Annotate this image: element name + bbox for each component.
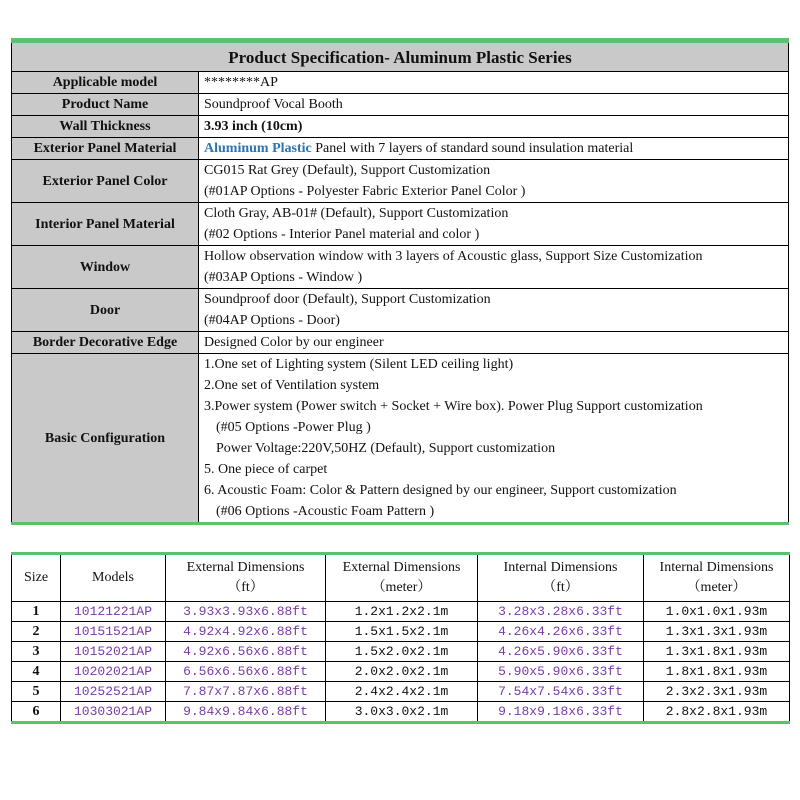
- ext-ft-cell: 4.92x6.56x6.88ft: [166, 642, 326, 662]
- int-m-cell: 2.8x2.8x1.93m: [644, 702, 790, 723]
- ext-m-cell: 2.4x2.4x2.1m: [326, 682, 478, 702]
- table-row: [12, 602, 790, 622]
- ext-m-cell: 1.5x1.5x2.1m: [326, 622, 478, 642]
- model-cell: 10121221AP: [61, 602, 166, 622]
- header-external-ft: External Dimensions （ft）: [166, 554, 326, 602]
- spec-value-interior-panel-material: Cloth Gray, AB-01# (Default), Support Customization (#02 Options - Interior Panel material and color ): [199, 203, 789, 246]
- ext-ft-cell: 7.87x7.87x6.88ft: [166, 682, 326, 702]
- table-row: [12, 622, 790, 642]
- ext-m-cell: 1.5x2.0x2.1m: [326, 642, 478, 662]
- material-highlight: Aluminum Plastic: [204, 141, 312, 156]
- int-ft-cell: 9.18x9.18x6.33ft: [478, 702, 644, 723]
- spec-value-border-edge: Designed Color by our engineer: [199, 332, 789, 354]
- size-cell: 4: [12, 662, 61, 682]
- header-size: Size: [12, 554, 61, 602]
- int-m-cell: 2.3x2.3x1.93m: [644, 682, 790, 702]
- int-ft-cell: 3.28x3.28x6.33ft: [478, 602, 644, 622]
- int-ft-cell: 4.26x4.26x6.33ft: [478, 622, 644, 642]
- header-internal-ft: Internal Dimensions （ft）: [478, 554, 644, 602]
- size-cell: 3: [12, 642, 61, 662]
- int-m-cell: 1.8x1.8x1.93m: [644, 662, 790, 682]
- spec-label-exterior-panel-color: Exterior Panel Color: [12, 160, 199, 203]
- spec-label-wall-thickness: Wall Thickness: [12, 116, 199, 138]
- spec-label-window: Window: [12, 246, 199, 289]
- spec-label-applicable-model: Applicable model: [12, 72, 199, 94]
- size-cell: 2: [12, 622, 61, 642]
- size-cell: 1: [12, 602, 61, 622]
- spec-title: Product Specification- Aluminum Plastic Series: [12, 41, 789, 72]
- spec-value-basic-configuration: 1.One set of Lighting system (Silent LED ceiling light) 2.One set of Ventilation system 3.Power system (Power switch + Socket + Wire box). Power Plug Support customization (#05 Options -Power Plug ) Power Voltage:220V,50HZ (Default), Support customization 5. One piece of carpet 6. Acoustic Foam: Color & Pattern designed by our engineer, Support customization (#06 Options -Acoustic Foam Pattern ): [199, 354, 789, 524]
- table-row: [12, 642, 790, 662]
- ext-ft-cell: 4.92x4.92x6.88ft: [166, 622, 326, 642]
- int-m-cell: 1.3x1.8x1.93m: [644, 642, 790, 662]
- int-m-cell: 1.3x1.3x1.93m: [644, 622, 790, 642]
- ext-ft-cell: 6.56x6.56x6.88ft: [166, 662, 326, 682]
- ext-m-cell: 1.2x1.2x2.1m: [326, 602, 478, 622]
- ext-m-cell: 3.0x3.0x2.1m: [326, 702, 478, 723]
- spec-label-product-name: Product Name: [12, 94, 199, 116]
- int-ft-cell: 4.26x5.90x6.33ft: [478, 642, 644, 662]
- spec-label-door: Door: [12, 289, 199, 332]
- ext-ft-cell: 3.93x3.93x6.88ft: [166, 602, 326, 622]
- int-m-cell: 1.0x1.0x1.93m: [644, 602, 790, 622]
- header-internal-meter: Internal Dimensions （meter）: [644, 554, 790, 602]
- table-row: [12, 662, 790, 682]
- size-cell: 6: [12, 702, 61, 723]
- spec-value-window: Hollow observation window with 3 layers of Acoustic glass, Support Size Customization (#03AP Options - Window ): [199, 246, 789, 289]
- spec-value-door: Soundproof door (Default), Support Customization (#04AP Options - Door): [199, 289, 789, 332]
- spec-table: [11, 38, 789, 525]
- size-table: [11, 552, 790, 724]
- spec-value-exterior-panel-material: Aluminum Plastic Panel with 7 layers of standard sound insulation material: [199, 138, 789, 160]
- model-cell: 10151521AP: [61, 622, 166, 642]
- int-ft-cell: 5.90x5.90x6.33ft: [478, 662, 644, 682]
- spec-label-interior-panel-material: Interior Panel Material: [12, 203, 199, 246]
- spec-label-border-edge: Border Decorative Edge: [12, 332, 199, 354]
- ext-ft-cell: 9.84x9.84x6.88ft: [166, 702, 326, 723]
- header-external-meter: External Dimensions （meter）: [326, 554, 478, 602]
- header-models: Models: [61, 554, 166, 602]
- spec-value-wall-thickness: 3.93 inch (10cm): [199, 116, 789, 138]
- spec-value-product-name: Soundproof Vocal Booth: [199, 94, 789, 116]
- model-cell: 10252521AP: [61, 682, 166, 702]
- spec-value-exterior-panel-color: CG015 Rat Grey (Default), Support Customization (#01AP Options - Polyester Fabric Exterior Panel Color ): [199, 160, 789, 203]
- table-row: [12, 682, 790, 702]
- ext-m-cell: 2.0x2.0x2.1m: [326, 662, 478, 682]
- model-cell: 10202021AP: [61, 662, 166, 682]
- table-row: [12, 702, 790, 723]
- model-cell: 10152021AP: [61, 642, 166, 662]
- size-cell: 5: [12, 682, 61, 702]
- spec-label-exterior-panel-material: Exterior Panel Material: [12, 138, 199, 160]
- int-ft-cell: 7.54x7.54x6.33ft: [478, 682, 644, 702]
- spec-label-basic-configuration: Basic Configuration: [12, 354, 199, 524]
- model-cell: 10303021AP: [61, 702, 166, 723]
- spec-value-applicable-model: ********AP: [199, 72, 789, 94]
